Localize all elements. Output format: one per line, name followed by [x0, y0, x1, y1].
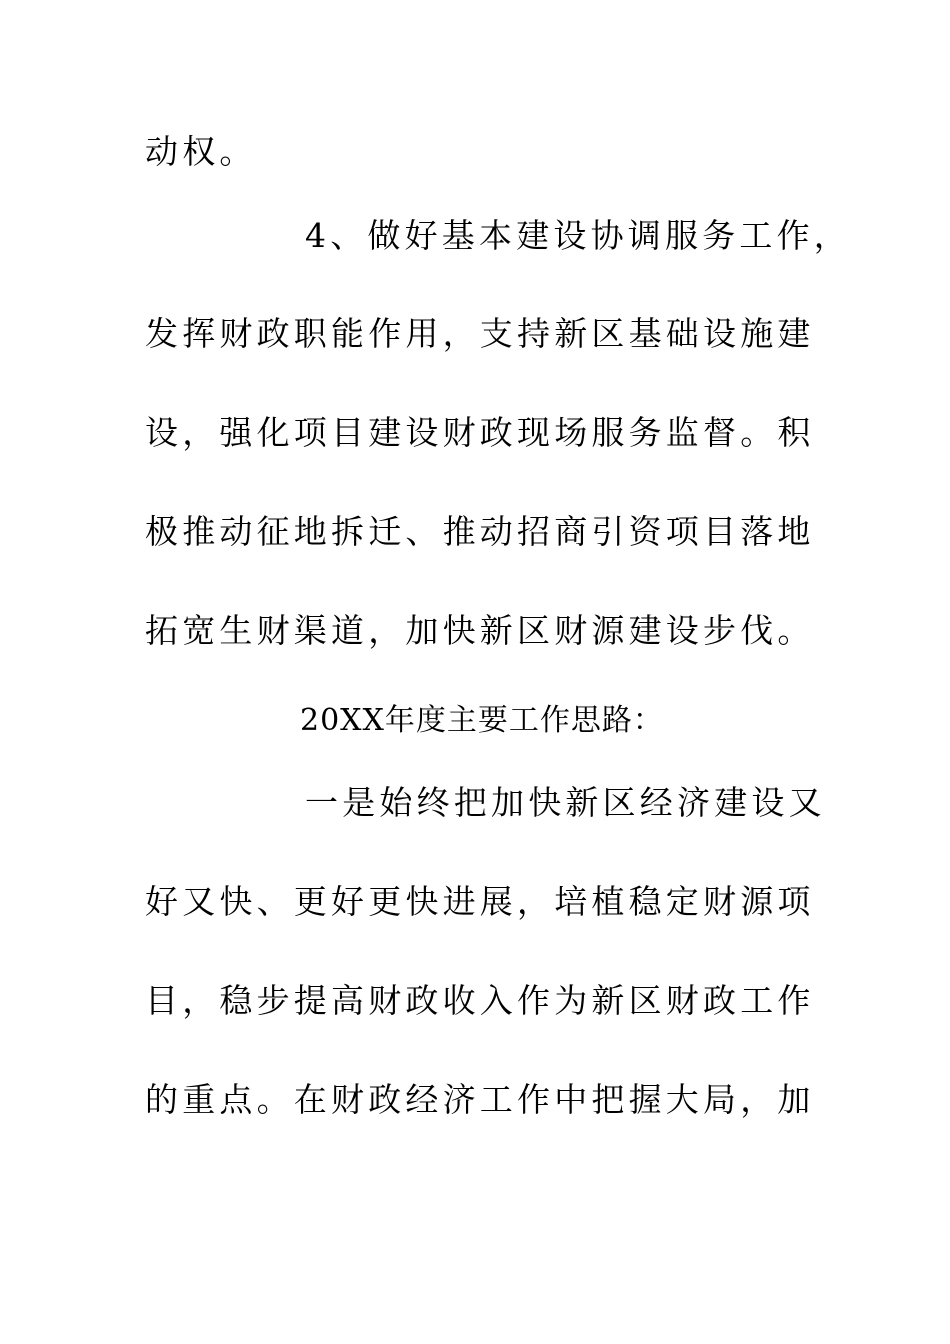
text-line: 一是始终把加快新区经济建设又 [305, 783, 826, 822]
text-line: 拓宽生财渠道，加快新区财源建设步伐。 [145, 611, 815, 650]
text-line: 目，稳步提高财政收入作为新区财政工作 [145, 981, 815, 1020]
text-line: 的重点。在财政经济工作中把握大局，加 [145, 1080, 815, 1119]
text-line: 设，强化项目建设财政现场服务监督。积 [145, 413, 815, 452]
text-line: 极推动征地拆迁、推动招商引资项目落地 [145, 512, 815, 551]
section-heading: 20XX年度主要工作思路： [300, 703, 664, 738]
text-line: 好又快、更好更快进展，培植稳定财源项 [145, 882, 815, 921]
text-line: 动权。 [145, 132, 257, 171]
text-line: 4、做好基本建设协调服务工作， [305, 216, 851, 255]
text-line: 发挥财政职能作用，支持新区基础设施建 [145, 314, 815, 353]
